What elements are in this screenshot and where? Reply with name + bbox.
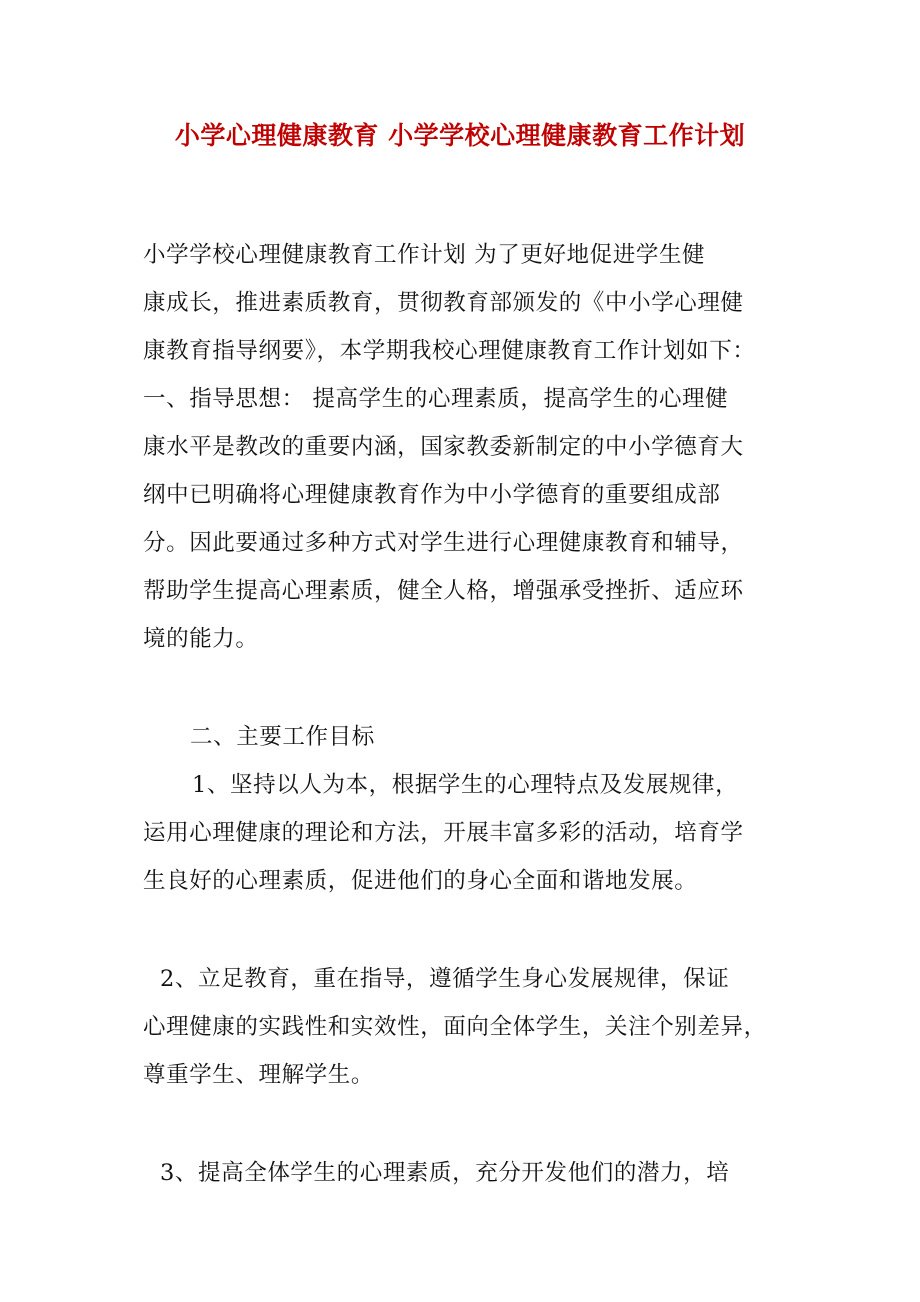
goal3-line-1: 3、提高全体学生的心理素质，充分开发他们的潜力，培 [160, 1160, 730, 1186]
intro-line-5: 康水平是教改的重要内涵，国家教委新制定的中小学德育大 [143, 434, 744, 460]
intro-line-3: 康教育指导纲要》，本学期我校心理健康教育工作计划如下： [143, 338, 756, 364]
intro-line-8: 帮助学生提高心理素质，健全人格，增强承受挫折、适应环 [143, 578, 744, 604]
intro-line-1: 小学学校心理健康教育工作计划 为了更好地促进学生健 [143, 242, 706, 268]
goal2-line-2: 心理健康的实践性和实效性，面向全体学生，关注个别差异， [143, 1014, 767, 1040]
document-title: 小学心理健康教育 小学学校心理健康教育工作计划 [174, 121, 746, 150]
intro-line-6: 纲中已明确将心理健康教育作为中小学德育的重要组成部 [143, 482, 721, 508]
intro-line-2: 康成长，推进素质教育，贯彻教育部颁发的《中小学心理健 [143, 290, 744, 316]
goal2-line-3: 尊重学生、理解学生。 [143, 1062, 375, 1088]
intro-line-9: 境的能力。 [143, 626, 259, 652]
goal1-line-2: 运用心理健康的理论和方法，开展丰富多彩的活动，培育学 [143, 820, 744, 846]
intro-line-7: 分。因此要通过多种方式对学生进行心理健康教育和辅导， [143, 530, 744, 556]
goal2-line-1: 2、立足教育，重在指导，遵循学生身心发展规律，保证 [160, 966, 730, 992]
section-heading-goals: 二、主要工作目标 [190, 724, 375, 750]
intro-line-4: 一、指导思想： 提高学生的心理素质，提高学生的心理健 [143, 386, 729, 412]
goal1-line-1: 1、坚持以人为本，根据学生的心理特点及发展规律， [192, 772, 739, 798]
goal1-line-3: 生良好的心理素质，促进他们的身心全面和谐地发展。 [143, 868, 698, 894]
